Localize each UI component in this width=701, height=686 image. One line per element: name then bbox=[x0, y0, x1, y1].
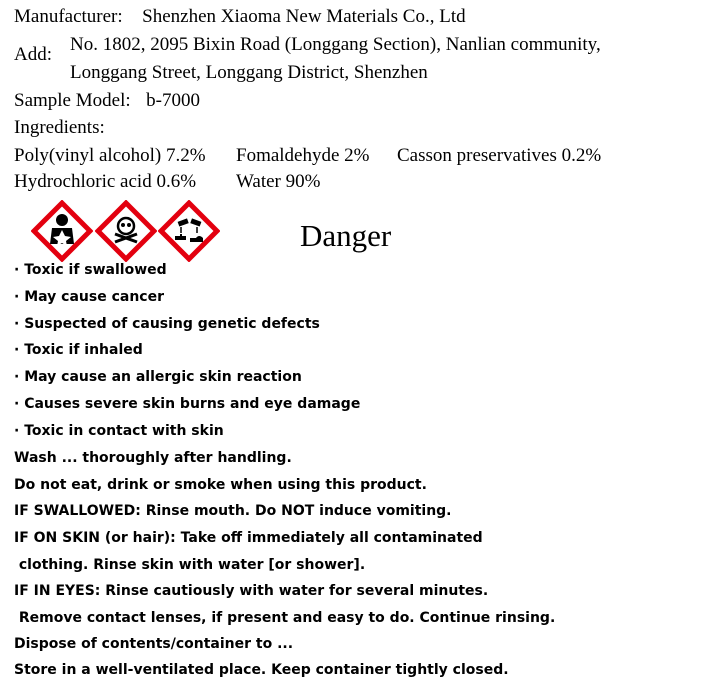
manufacturer-value: Shenzhen Xiaoma New Materials Co., Ltd bbox=[142, 6, 466, 27]
manufacturer-row bbox=[14, 6, 466, 28]
hazard-statement: · Toxic if swallowed bbox=[14, 262, 167, 278]
precautionary-statement: Do not eat, drink or smoke when using this product. bbox=[14, 477, 427, 493]
hazard-statement: · Causes severe skin burns and eye damage bbox=[14, 396, 360, 412]
precautionary-statement: Store in a well-ventilated place. Keep container tightly closed. bbox=[14, 662, 509, 678]
ingredient-item: Poly(vinyl alcohol) 7.2% bbox=[14, 145, 206, 166]
precautionary-statement: Dispose of contents/container to ... bbox=[14, 636, 294, 652]
hazard-statement: · May cause an allergic skin reaction bbox=[14, 369, 302, 385]
skull-crossbones-icon bbox=[95, 200, 157, 262]
signal-word: Danger bbox=[300, 218, 392, 253]
precautionary-statement: IF SWALLOWED: Rinse mouth. Do NOT induce vomiting. bbox=[14, 503, 452, 519]
precautionary-statement: IF ON SKIN (or hair): Take off immediately all contaminated bbox=[14, 530, 483, 546]
hazard-statement: · May cause cancer bbox=[14, 289, 164, 305]
address-line-2: Longgang Street, Longgang District, Shenzhen bbox=[70, 62, 428, 83]
ingredient-item: Hydrochloric acid 0.6% bbox=[14, 171, 197, 192]
address-line-1: No. 1802, 2095 Bixin Road (Longgang Section), Nanlian community, bbox=[70, 34, 601, 55]
model-row bbox=[14, 90, 200, 112]
hazard-statement: · Toxic in contact with skin bbox=[14, 423, 224, 439]
precautionary-statement: Wash ... thoroughly after handling. bbox=[14, 450, 292, 466]
corrosion-icon bbox=[158, 200, 220, 262]
precautionary-statement: IF IN EYES: Rinse cautiously with water for several minutes. bbox=[14, 583, 489, 599]
address-label: Add: bbox=[14, 44, 52, 65]
health-hazard-icon bbox=[31, 200, 93, 262]
ingredient-item: Casson preservatives 0.2% bbox=[397, 145, 602, 166]
ingredients-label: Ingredients: bbox=[14, 117, 105, 138]
model-value: b-7000 bbox=[146, 90, 200, 111]
precautionary-statement: clothing. Rinse skin with water [or shower]. bbox=[14, 557, 366, 573]
ingredient-item: Water 90% bbox=[236, 171, 321, 192]
hazard-statement: · Toxic if inhaled bbox=[14, 342, 143, 358]
ingredient-item: Fomaldehyde 2% bbox=[236, 145, 370, 166]
precautionary-statement: Remove contact lenses, if present and easy to do. Continue rinsing. bbox=[14, 610, 556, 626]
manufacturer-label: Manufacturer: bbox=[14, 6, 123, 27]
model-label: Sample Model: bbox=[14, 90, 131, 111]
hazard-statement: · Suspected of causing genetic defects bbox=[14, 316, 320, 332]
